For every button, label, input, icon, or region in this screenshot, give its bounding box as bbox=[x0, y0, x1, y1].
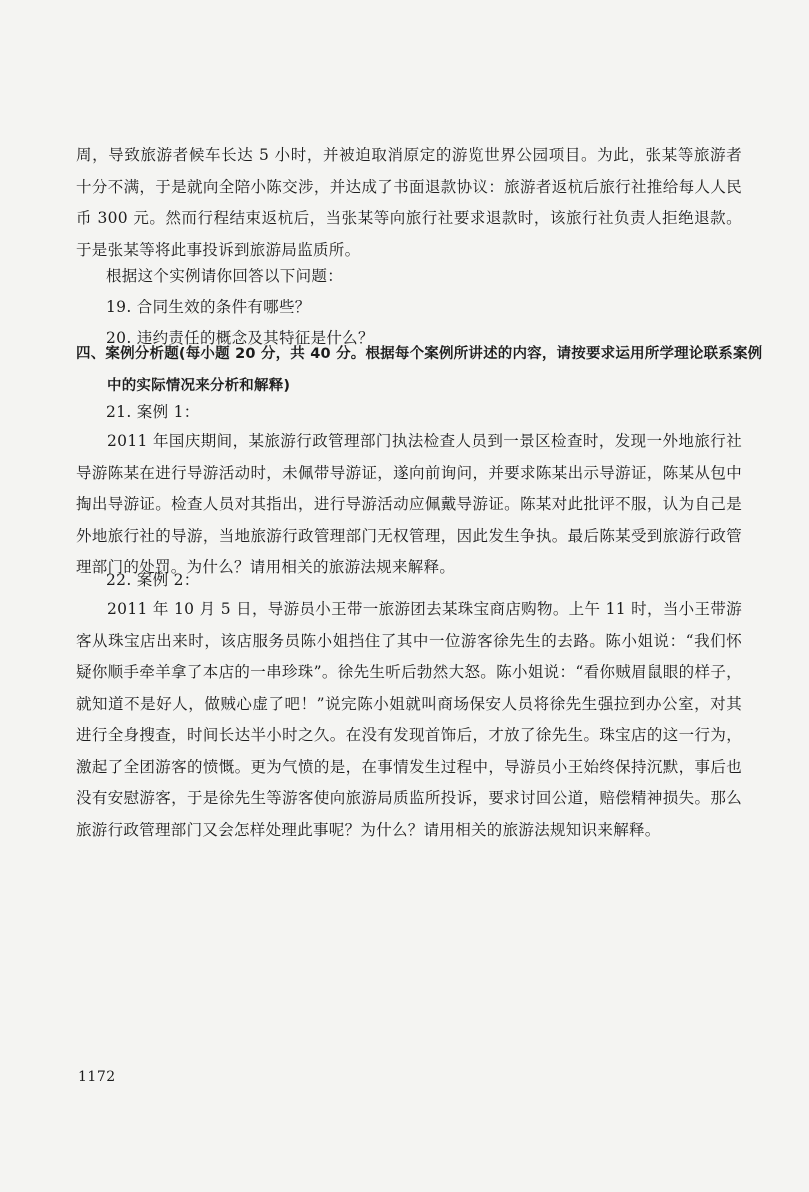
question-prompt: 根据这个实例请你回答以下问题： bbox=[106, 267, 344, 285]
section-heading-case-analysis: 四、案例分析题(每小题 20 分，共 40 分。根据每个案例所讲述的内容，请按要求运用所学理论联系案例中的实际情况来分析和解释) bbox=[76, 346, 763, 394]
question-19: 19. 合同生效的条件有哪些？ bbox=[106, 298, 311, 316]
question-22-label: 22. 案例 2： bbox=[106, 571, 200, 589]
case-2-paragraph: 2011 年 10 月 5 日，导游员小王带一旅游团去某珠宝商店购物。上午 11 时，当小王带游客从珠宝店出来时，该店服务员陈小姐挡住了其中一位游客徐先生的去路。陈小姐说：“我们怀疑你顺手牵羊拿了本店的一串珍珠”。徐先生听后勃然大怒。陈小姐说：“看你贼眉鼠眼的样子，就知道不是好人，做贼心虚了吧！”说完陈小姐就叫商场保安人员将徐先生强拉到办公室，对其进行全身搜查，时间长达半小时之久。在没有发现首饰后，才放了徐先生。珠宝店的这一行为，激起了全团游客的愤慨。更为气愤的是，在事情发生过程中，导游员小王始终保持沉默，事后也没有安慰游客，于是徐先生等游客使向旅游局质监所投诉，要求讨回公道，赔偿精神损失。那么旅游行政管理部门又会怎样处理此事呢？为什么？请用相关的旅游法规知识来解释。 bbox=[76, 600, 742, 839]
page-number: 1172 bbox=[78, 1069, 116, 1085]
case-continuation-paragraph: 周，导致旅游者候车长达 5 小时，并被迫取消原定的游览世界公园项目。为此，张某等旅游者十分不满，于是就向全陪小陈交涉，并达成了书面退款协议：旅游者返杭后旅行社推给每人人民币 300 元。然而行程结束返杭后，当张某等向旅行社要求退款时，该旅行社负责人拒绝退款。于是张某等将此事投诉到旅游局监质所。 bbox=[76, 146, 742, 259]
case-1-paragraph: 2011 年国庆期间，某旅游行政管理部门执法检查人员到一景区检查时，发现一外地旅行社导游陈某在进行导游活动时，未佩带导游证，遂向前询问，并要求陈某出示导游证，陈某从包中掏出导游证。检查人员对其指出，进行导游活动应佩戴导游证。陈某对此批评不服，认为自己是外地旅行社的导游，当地旅游行政管理部门无权管理，因此发生争执。最后陈某受到旅游行政管理部门的处罚。为什么？请用相关的旅游法规来解释。 bbox=[76, 432, 742, 576]
question-20: 20. 违约责任的概念及其特征是什么？ bbox=[106, 329, 374, 347]
question-21-label: 21. 案例 1： bbox=[106, 403, 200, 421]
